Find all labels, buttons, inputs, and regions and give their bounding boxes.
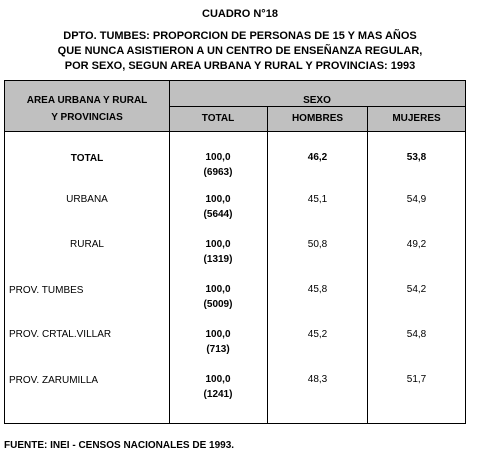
header-area-line-1: AREA URBANA Y RURAL xyxy=(26,95,148,106)
row-rural-n: (1319) xyxy=(203,254,233,265)
subtitle-line-1: DPTO. TUMBES: PROPORCION DE PERSONAS DE 15 Y MAS AÑOS xyxy=(63,30,417,42)
row-villar-n: (713) xyxy=(206,344,230,355)
data-table xyxy=(4,80,466,424)
row-zarumilla-pct: 100,0 xyxy=(205,374,231,385)
row-villar-pct: 100,0 xyxy=(205,329,231,340)
row-zarumilla-n: (1241) xyxy=(203,389,233,400)
divider-sexo-row xyxy=(169,106,465,107)
subtitle-line-2: QUE NUNCA ASISTIERON A UN CENTRO DE ENSEÑANZA REGULAR, xyxy=(57,45,423,57)
header-total: TOTAL xyxy=(201,113,235,124)
header-hombres: HOMBRES xyxy=(291,113,344,124)
row-villar-mujeres: 54,8 xyxy=(406,329,427,340)
row-rural-mujeres: 49,2 xyxy=(406,239,427,250)
row-label-rural: RURAL xyxy=(70,239,104,250)
row-tumbes-mujeres: 54,2 xyxy=(406,284,427,295)
table-title: CUADRO N°18 xyxy=(202,8,278,20)
row-villar-hombres: 45,2 xyxy=(307,329,328,340)
divider-area-column xyxy=(169,81,170,423)
row-total-pct: 100,0 xyxy=(205,152,231,163)
row-rural-pct: 100,0 xyxy=(205,239,231,250)
row-urbana-n: (5644) xyxy=(203,209,233,220)
source-footnote: FUENTE: INEI - CENSOS NACIONALES DE 1993. xyxy=(4,440,235,451)
row-tumbes-hombres: 45,8 xyxy=(307,284,328,295)
row-label-urbana: URBANA xyxy=(66,194,108,205)
row-zarumilla-mujeres: 51,7 xyxy=(406,374,427,385)
row-label-prov-villar: PROV. CRTAL.VILLAR xyxy=(9,329,112,340)
row-label-prov-tumbes: PROV. TUMBES xyxy=(9,285,84,296)
row-urbana-pct: 100,0 xyxy=(205,194,231,205)
row-total-hombres: 46,2 xyxy=(307,152,328,163)
header-mujeres: MUJERES xyxy=(392,113,441,124)
header-area-line-2: Y PROVINCIAS xyxy=(51,112,123,123)
row-total-n: (6963) xyxy=(203,167,233,178)
row-tumbes-pct: 100,0 xyxy=(205,284,231,295)
row-total-mujeres: 53,8 xyxy=(406,152,427,163)
row-urbana-hombres: 45,1 xyxy=(307,194,328,205)
row-label-prov-zarumilla: PROV. ZARUMILLA xyxy=(9,375,99,386)
header-sexo: SEXO xyxy=(303,95,331,106)
row-tumbes-n: (5009) xyxy=(203,299,233,310)
row-label-total: TOTAL xyxy=(70,153,104,164)
row-urbana-mujeres: 54,9 xyxy=(406,194,427,205)
subtitle-line-3: POR SEXO, SEGUN AREA URBANA Y RURAL Y PROVINCIAS: 1993 xyxy=(64,60,416,72)
row-rural-hombres: 50,8 xyxy=(307,239,328,250)
row-zarumilla-hombres: 48,3 xyxy=(307,374,328,385)
